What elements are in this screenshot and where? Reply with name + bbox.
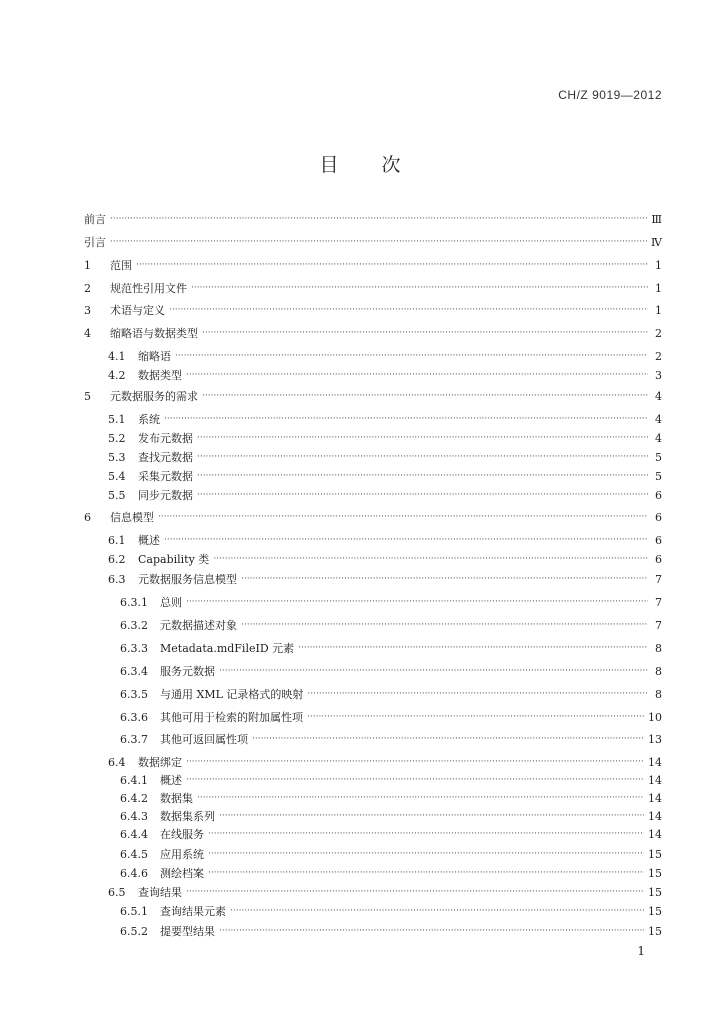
toc-entry-label: 与通用 XML 记录格式的映射 [160, 688, 304, 701]
toc-entry-label: 概述 [138, 534, 160, 547]
toc-entry[interactable] [84, 754, 662, 770]
toc-entry[interactable] [84, 325, 662, 341]
toc-leader-dots [197, 433, 648, 443]
toc-entry-page: 6 [655, 510, 662, 524]
toc-leader-dots [213, 554, 648, 564]
toc-leader-dots [307, 712, 644, 722]
toc-entry-page: 15 [648, 885, 662, 899]
toc-entry-number: 6.5 [108, 885, 126, 899]
toc-entry-page: 7 [655, 595, 662, 609]
toc-entry[interactable] [84, 302, 662, 318]
toc-entry-number: 6.3.7 [120, 732, 148, 746]
toc-leader-dots [197, 452, 648, 462]
toc-entry-page: 1 [655, 281, 662, 295]
toc-entry-number: 6.1 [108, 533, 126, 547]
toc-entry-label: 发布元数据 [138, 432, 193, 445]
toc-entry-label: 缩略语 [138, 350, 171, 363]
toc-leader-dots [230, 906, 644, 916]
toc-leader-dots [186, 887, 644, 897]
toc-entry[interactable] [84, 826, 662, 842]
toc-entry-number: 6.4.5 [120, 847, 148, 861]
toc-leader-dots [186, 597, 648, 607]
toc-leader-dots [252, 734, 644, 744]
toc-entry-number: 6.4.4 [120, 827, 148, 841]
toc-entry-page: Ⅳ [651, 235, 662, 249]
toc-entry-page: 6 [655, 552, 662, 566]
toc-leader-dots [298, 643, 648, 653]
toc-entry-label: 服务元数据 [160, 665, 215, 678]
toc-entry-label: 元数据服务的需求 [110, 390, 198, 403]
toc-entry-label: 数据绑定 [138, 756, 182, 769]
page-title [0, 150, 721, 177]
toc-entry-page: 8 [655, 664, 662, 678]
toc-entry-label: 采集元数据 [138, 470, 193, 483]
toc-entry-page: 1 [655, 303, 662, 317]
toc-entry-number: 3 [84, 303, 91, 317]
toc-leader-dots [219, 666, 648, 676]
toc-entry[interactable] [84, 509, 662, 525]
title-char-1: 目 [319, 154, 340, 176]
toc-leader-dots [175, 351, 648, 361]
toc-entry-label: 查询结果元素 [160, 905, 226, 918]
toc-entry-number: 4.2 [108, 368, 126, 382]
toc-entry-page: 4 [655, 389, 662, 403]
toc-entry[interactable] [84, 790, 662, 806]
toc-entry[interactable] [84, 411, 662, 427]
toc-leader-dots [197, 471, 648, 481]
toc-entry[interactable] [84, 449, 662, 465]
toc-entry-number: 6.3 [108, 572, 126, 586]
toc-entry-number: 6.3.4 [120, 664, 148, 678]
toc-entry-number: 6.3.2 [120, 618, 148, 632]
toc-entry[interactable] [84, 865, 662, 881]
toc-entry[interactable] [84, 772, 662, 788]
toc-entry-number: 2 [84, 281, 91, 295]
toc-entry-page: 3 [655, 368, 662, 382]
toc-leader-dots [307, 689, 648, 699]
toc-entry[interactable] [84, 731, 662, 747]
toc-entry-label: 系统 [138, 413, 160, 426]
toc-entry-number: 4.1 [108, 349, 126, 363]
toc-entry-page: 4 [655, 431, 662, 445]
toc-entry-number: 5.1 [108, 412, 126, 426]
toc-leader-dots [241, 620, 648, 630]
toc-entry-number: 5.5 [108, 488, 126, 502]
toc-leader-dots [110, 214, 647, 224]
toc-entry[interactable] [84, 280, 662, 296]
toc-entry-label: Metadata.mdFileID 元素 [160, 642, 295, 655]
toc-leader-dots [164, 414, 648, 424]
toc-leader-dots [158, 512, 648, 522]
toc-entry-page: 1 [655, 258, 662, 272]
toc-entry[interactable] [84, 211, 662, 227]
toc-leader-dots [186, 775, 644, 785]
toc-entry-label: 提要型结果 [160, 925, 215, 938]
toc-entry-number: 6.4.1 [120, 773, 148, 787]
toc-entry-label: 数据类型 [138, 369, 182, 382]
toc-leader-dots [186, 757, 644, 767]
toc-entry[interactable] [84, 594, 662, 610]
toc-entry[interactable] [84, 487, 662, 503]
toc-leader-dots [169, 305, 648, 315]
standard-code: CH/Z 9019—2012 [558, 88, 662, 102]
toc-entry-label: 缩略语与数据类型 [110, 327, 198, 340]
toc-leader-dots [208, 829, 644, 839]
toc-entry-label: 术语与定义 [110, 304, 165, 317]
toc-leader-dots [241, 574, 648, 584]
toc-entry[interactable] [84, 388, 662, 404]
toc-leader-dots [208, 849, 644, 859]
toc-leader-dots [219, 811, 644, 821]
toc-entry-label: 其他可返回属性项 [160, 733, 248, 746]
toc-entry[interactable] [84, 468, 662, 484]
toc-entry-label: 应用系统 [160, 848, 204, 861]
toc-entry-label: 数据集 [160, 792, 193, 805]
toc-entry[interactable] [84, 808, 662, 824]
toc-entry-page: 8 [655, 641, 662, 655]
toc-entry-page: 15 [648, 866, 662, 880]
toc-entry-number: 5.4 [108, 469, 126, 483]
toc-entry-label: 同步元数据 [138, 489, 193, 502]
toc-entry[interactable] [84, 571, 662, 587]
toc-entry-number: 6.4.6 [120, 866, 148, 880]
toc-entry-label: 其他可用于检索的附加属性项 [160, 711, 303, 724]
toc-entry-number: 6.4.3 [120, 809, 148, 823]
toc-entry-page: 4 [655, 412, 662, 426]
toc-entry-label: 信息模型 [110, 511, 154, 524]
toc-entry-number: 6.3.3 [120, 641, 148, 655]
page-number: 1 [637, 944, 645, 958]
toc-leader-dots [110, 237, 647, 247]
toc-entry[interactable] [84, 348, 662, 364]
toc-entry-label: 规范性引用文件 [110, 282, 187, 295]
toc-entry-label: 概述 [160, 774, 182, 787]
toc-entry-page: 6 [655, 533, 662, 547]
toc-entry-page: 6 [655, 488, 662, 502]
toc-entry[interactable] [84, 663, 662, 679]
toc-entry-number: 6.4 [108, 755, 126, 769]
toc-entry-number: 5.2 [108, 431, 126, 445]
toc-entry-page: 15 [648, 924, 662, 938]
toc-leader-dots [186, 370, 648, 380]
toc-entry[interactable] [84, 686, 662, 702]
toc-entry-number: 6.2 [108, 552, 126, 566]
toc-entry[interactable] [84, 640, 662, 656]
toc-entry[interactable] [84, 846, 662, 862]
toc-entry-label: 范围 [110, 259, 132, 272]
toc-entry-page: 7 [655, 572, 662, 586]
toc-entry-number: 6 [84, 510, 91, 524]
toc-leader-dots [197, 793, 644, 803]
toc-entry-page: 5 [655, 469, 662, 483]
toc-entry-label: 引言 [84, 236, 106, 249]
toc-entry-label: 元数据服务信息模型 [138, 573, 237, 586]
toc-entry-label: 数据集系列 [160, 810, 215, 823]
toc-entry-label: 查询结果 [138, 886, 182, 899]
toc-leader-dots [219, 926, 644, 936]
toc-entry-page: 13 [648, 732, 662, 746]
toc-entry-page: 14 [648, 755, 662, 769]
toc-entry-page: 14 [648, 827, 662, 841]
toc-entry-number: 4 [84, 326, 91, 340]
toc-entry[interactable] [84, 532, 662, 548]
toc-entry[interactable] [84, 923, 662, 939]
toc-entry-label: 查找元数据 [138, 451, 193, 464]
toc-entry-number: 6.3.1 [120, 595, 148, 609]
title-char-2: 次 [381, 154, 402, 176]
toc-leader-dots [202, 328, 648, 338]
toc-leader-dots [197, 490, 648, 500]
toc-entry-page: 2 [655, 326, 662, 340]
toc-entry-page: 15 [648, 904, 662, 918]
toc-entry-number: 5 [84, 389, 91, 403]
toc-entry[interactable] [84, 257, 662, 273]
toc-entry-label: 在线服务 [160, 828, 204, 841]
toc-entry-number: 6.3.5 [120, 687, 148, 701]
toc-entry-label: 元数据描述对象 [160, 619, 237, 632]
toc-entry-label: 测绘档案 [160, 867, 204, 880]
toc-leader-dots [208, 868, 644, 878]
toc-entry[interactable] [84, 430, 662, 446]
toc-entry-label: 前言 [84, 213, 106, 226]
toc-entry-page: 14 [648, 791, 662, 805]
toc-leader-dots [164, 535, 648, 545]
toc-entry-page: 7 [655, 618, 662, 632]
toc-entry-page: 15 [648, 847, 662, 861]
toc-entry-page: 8 [655, 687, 662, 701]
toc-entry-page: 14 [648, 773, 662, 787]
toc-leader-dots [136, 260, 648, 270]
toc-entry[interactable] [84, 709, 662, 725]
toc-entry[interactable] [84, 551, 662, 567]
toc-entry-page: 5 [655, 450, 662, 464]
toc-entry-number: 5.3 [108, 450, 126, 464]
toc-entry[interactable] [84, 234, 662, 250]
toc-entry-page: 10 [648, 710, 662, 724]
toc-entry-page: 14 [648, 809, 662, 823]
toc-entry-label: Capability 类 [138, 553, 210, 566]
toc-leader-dots [191, 283, 648, 293]
toc-entry-number: 1 [84, 258, 91, 272]
toc-entry-page: Ⅲ [651, 212, 662, 226]
toc-entry[interactable] [84, 903, 662, 919]
toc-entry-number: 6.5.1 [120, 904, 148, 918]
toc-entry-number: 6.3.6 [120, 710, 148, 724]
toc-entry-number: 6.4.2 [120, 791, 148, 805]
toc-entry-number: 6.5.2 [120, 924, 148, 938]
toc-entry[interactable] [84, 884, 662, 900]
toc-leader-dots [202, 391, 648, 401]
toc-entry-page: 2 [655, 349, 662, 363]
toc-entry[interactable] [84, 367, 662, 383]
toc-entry-label: 总则 [160, 596, 182, 609]
toc-entry[interactable] [84, 617, 662, 633]
